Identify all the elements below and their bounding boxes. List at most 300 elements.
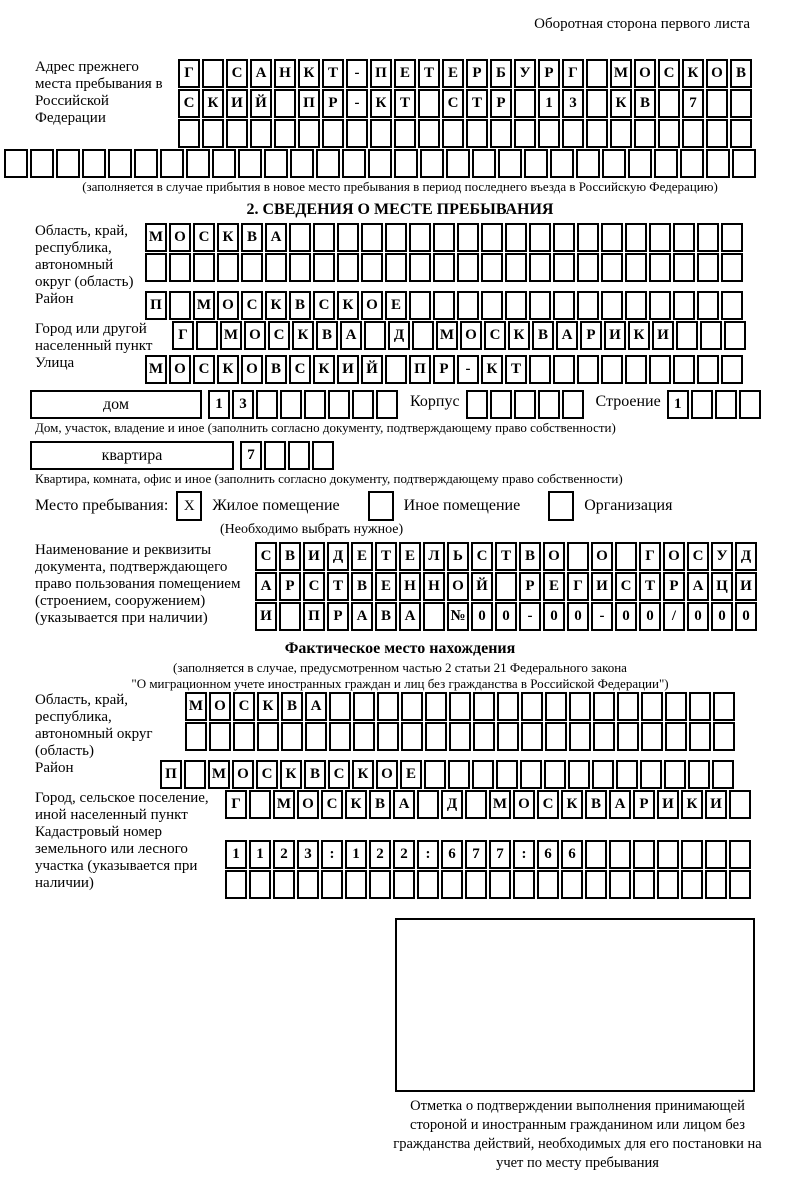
char-cell[interactable] <box>346 119 368 148</box>
char-cell[interactable] <box>352 390 374 419</box>
char-cell[interactable]: Д <box>327 542 349 571</box>
char-cell[interactable]: 7 <box>489 840 511 869</box>
char-cell[interactable]: Р <box>279 572 301 601</box>
char-cell[interactable] <box>729 790 751 819</box>
char-cell[interactable]: О <box>706 59 728 88</box>
char-cell[interactable]: П <box>298 89 320 118</box>
char-cell[interactable]: 0 <box>615 602 637 631</box>
char-cell[interactable]: А <box>399 602 421 631</box>
char-cell[interactable] <box>353 722 375 751</box>
char-cell[interactable] <box>529 355 551 384</box>
char-cell[interactable]: Р <box>466 59 488 88</box>
char-cell[interactable] <box>697 253 719 282</box>
char-cell[interactable]: 2 <box>273 840 295 869</box>
char-cell[interactable]: 6 <box>537 840 559 869</box>
char-cell[interactable]: С <box>268 321 290 350</box>
char-cell[interactable] <box>529 253 551 282</box>
char-cell[interactable]: 7 <box>465 840 487 869</box>
char-cell[interactable]: Е <box>442 59 464 88</box>
char-cell[interactable]: 0 <box>735 602 757 631</box>
char-cell[interactable]: А <box>351 602 373 631</box>
char-cell[interactable] <box>264 441 286 470</box>
char-cell[interactable]: К <box>337 291 359 320</box>
char-cell[interactable] <box>385 355 407 384</box>
char-cell[interactable] <box>545 692 567 721</box>
char-cell[interactable]: И <box>705 790 727 819</box>
char-cell[interactable]: : <box>417 840 439 869</box>
char-cell[interactable]: Ц <box>711 572 733 601</box>
char-cell[interactable] <box>705 870 727 899</box>
char-cell[interactable]: Т <box>639 572 661 601</box>
char-cell[interactable]: И <box>735 572 757 601</box>
char-cell[interactable]: Л <box>423 542 445 571</box>
char-cell[interactable] <box>169 253 191 282</box>
char-cell[interactable] <box>649 223 671 252</box>
char-cell[interactable] <box>56 149 80 178</box>
char-cell[interactable] <box>280 390 302 419</box>
char-cell[interactable]: О <box>241 355 263 384</box>
char-cell[interactable]: О <box>361 291 383 320</box>
char-cell[interactable] <box>329 722 351 751</box>
char-cell[interactable]: И <box>303 542 325 571</box>
char-cell[interactable] <box>689 692 711 721</box>
char-cell[interactable] <box>473 722 495 751</box>
char-cell[interactable] <box>202 59 224 88</box>
char-cell[interactable]: 6 <box>561 840 583 869</box>
char-cell[interactable]: И <box>255 602 277 631</box>
char-cell[interactable] <box>697 223 719 252</box>
char-cell[interactable] <box>713 692 735 721</box>
char-cell[interactable]: С <box>658 59 680 88</box>
char-cell[interactable] <box>212 149 236 178</box>
char-cell[interactable]: Е <box>400 760 422 789</box>
char-cell[interactable] <box>538 390 560 419</box>
char-cell[interactable]: И <box>657 790 679 819</box>
char-cell[interactable] <box>264 149 288 178</box>
char-cell[interactable] <box>721 355 743 384</box>
char-cell[interactable]: 3 <box>297 840 319 869</box>
char-cell[interactable] <box>304 390 326 419</box>
char-cell[interactable] <box>691 390 713 419</box>
char-cell[interactable] <box>412 321 434 350</box>
char-cell[interactable] <box>529 291 551 320</box>
char-cell[interactable]: К <box>481 355 503 384</box>
char-cell[interactable]: М <box>145 223 167 252</box>
char-cell[interactable]: 2 <box>369 840 391 869</box>
char-cell[interactable] <box>472 149 496 178</box>
char-cell[interactable] <box>654 149 678 178</box>
char-cell[interactable]: 3 <box>232 390 254 419</box>
char-cell[interactable]: О <box>217 291 239 320</box>
char-cell[interactable] <box>184 760 206 789</box>
char-cell[interactable]: Ь <box>447 542 469 571</box>
char-cell[interactable] <box>628 149 652 178</box>
char-cell[interactable]: С <box>442 89 464 118</box>
char-cell[interactable] <box>322 119 344 148</box>
char-cell[interactable] <box>368 149 392 178</box>
char-cell[interactable] <box>567 542 589 571</box>
char-cell[interactable] <box>610 119 632 148</box>
char-cell[interactable]: 2 <box>393 840 415 869</box>
char-cell[interactable]: О <box>663 542 685 571</box>
char-cell[interactable] <box>562 119 584 148</box>
char-cell[interactable] <box>82 149 106 178</box>
char-cell[interactable]: А <box>393 790 415 819</box>
char-cell[interactable]: Т <box>418 59 440 88</box>
char-cell[interactable] <box>481 223 503 252</box>
char-cell[interactable] <box>449 722 471 751</box>
char-cell[interactable]: С <box>256 760 278 789</box>
char-cell[interactable]: Д <box>388 321 410 350</box>
char-cell[interactable]: К <box>508 321 530 350</box>
char-cell[interactable]: 1 <box>538 89 560 118</box>
char-cell[interactable]: Н <box>423 572 445 601</box>
char-cell[interactable]: 1 <box>208 390 230 419</box>
char-cell[interactable] <box>377 692 399 721</box>
char-cell[interactable]: С <box>687 542 709 571</box>
char-cell[interactable]: М <box>610 59 632 88</box>
char-cell[interactable]: П <box>303 602 325 631</box>
char-cell[interactable]: В <box>375 602 397 631</box>
char-cell[interactable] <box>706 119 728 148</box>
char-cell[interactable] <box>433 253 455 282</box>
char-cell[interactable] <box>424 760 446 789</box>
char-cell[interactable] <box>497 692 519 721</box>
char-cell[interactable] <box>676 321 698 350</box>
char-cell[interactable] <box>732 149 756 178</box>
char-cell[interactable] <box>553 355 575 384</box>
char-cell[interactable] <box>680 149 704 178</box>
char-cell[interactable]: В <box>730 59 752 88</box>
char-cell[interactable] <box>633 870 655 899</box>
char-cell[interactable] <box>256 390 278 419</box>
char-cell[interactable] <box>108 149 132 178</box>
char-cell[interactable]: В <box>281 692 303 721</box>
char-cell[interactable] <box>4 149 28 178</box>
char-cell[interactable]: Д <box>441 790 463 819</box>
char-cell[interactable] <box>290 149 314 178</box>
char-cell[interactable] <box>700 321 722 350</box>
char-cell[interactable]: К <box>265 291 287 320</box>
char-cell[interactable] <box>417 790 439 819</box>
char-cell[interactable] <box>457 253 479 282</box>
char-cell[interactable]: У <box>711 542 733 571</box>
char-cell[interactable]: Р <box>490 89 512 118</box>
char-cell[interactable] <box>481 253 503 282</box>
char-cell[interactable] <box>577 355 599 384</box>
char-cell[interactable] <box>425 722 447 751</box>
char-cell[interactable]: Е <box>399 542 421 571</box>
char-cell[interactable]: Р <box>322 89 344 118</box>
char-cell[interactable] <box>715 390 737 419</box>
char-cell[interactable] <box>498 149 522 178</box>
char-cell[interactable]: Р <box>538 59 560 88</box>
char-cell[interactable]: Р <box>433 355 455 384</box>
char-cell[interactable] <box>196 321 218 350</box>
char-cell[interactable] <box>577 291 599 320</box>
char-cell[interactable]: К <box>217 355 239 384</box>
char-cell[interactable] <box>202 119 224 148</box>
char-cell[interactable]: : <box>513 840 535 869</box>
char-cell[interactable] <box>665 722 687 751</box>
char-cell[interactable] <box>688 760 710 789</box>
char-cell[interactable] <box>616 760 638 789</box>
char-cell[interactable] <box>601 291 623 320</box>
char-cell[interactable] <box>576 149 600 178</box>
char-cell[interactable] <box>329 692 351 721</box>
char-cell[interactable] <box>673 355 695 384</box>
char-cell[interactable]: 0 <box>711 602 733 631</box>
char-cell[interactable] <box>186 149 210 178</box>
char-cell[interactable] <box>617 692 639 721</box>
char-cell[interactable] <box>217 253 239 282</box>
char-cell[interactable] <box>401 722 423 751</box>
char-cell[interactable] <box>649 355 671 384</box>
char-cell[interactable]: О <box>297 790 319 819</box>
char-cell[interactable] <box>273 870 295 899</box>
char-cell[interactable] <box>553 253 575 282</box>
char-cell[interactable] <box>465 870 487 899</box>
char-cell[interactable]: А <box>255 572 277 601</box>
char-cell[interactable] <box>601 223 623 252</box>
char-cell[interactable] <box>345 870 367 899</box>
char-cell[interactable] <box>585 840 607 869</box>
char-cell[interactable]: С <box>193 223 215 252</box>
char-cell[interactable]: Е <box>394 59 416 88</box>
char-cell[interactable] <box>568 760 590 789</box>
char-cell[interactable]: С <box>226 59 248 88</box>
char-cell[interactable] <box>550 149 574 178</box>
char-cell[interactable] <box>586 89 608 118</box>
char-cell[interactable]: А <box>609 790 631 819</box>
char-cell[interactable]: К <box>217 223 239 252</box>
char-cell[interactable] <box>544 760 566 789</box>
char-cell[interactable]: 1 <box>225 840 247 869</box>
char-cell[interactable]: О <box>376 760 398 789</box>
char-cell[interactable]: Г <box>178 59 200 88</box>
char-cell[interactable]: / <box>663 602 685 631</box>
char-cell[interactable]: В <box>304 760 326 789</box>
char-cell[interactable]: Б <box>490 59 512 88</box>
char-cell[interactable]: С <box>255 542 277 571</box>
char-cell[interactable] <box>418 119 440 148</box>
char-cell[interactable]: - <box>346 89 368 118</box>
checkbox-organization[interactable] <box>548 491 574 521</box>
char-cell[interactable]: В <box>369 790 391 819</box>
char-cell[interactable]: Н <box>399 572 421 601</box>
char-cell[interactable]: Е <box>543 572 565 601</box>
char-cell[interactable] <box>617 722 639 751</box>
char-cell[interactable] <box>490 390 512 419</box>
char-cell[interactable]: А <box>687 572 709 601</box>
char-cell[interactable]: А <box>556 321 578 350</box>
char-cell[interactable]: 7 <box>240 441 262 470</box>
char-cell[interactable]: О <box>591 542 613 571</box>
char-cell[interactable]: Й <box>471 572 493 601</box>
char-cell[interactable]: М <box>436 321 458 350</box>
char-cell[interactable] <box>706 149 730 178</box>
char-cell[interactable] <box>209 722 231 751</box>
char-cell[interactable]: 0 <box>687 602 709 631</box>
char-cell[interactable] <box>721 223 743 252</box>
char-cell[interactable]: К <box>681 790 703 819</box>
char-cell[interactable] <box>724 321 746 350</box>
char-cell[interactable]: 6 <box>441 840 463 869</box>
char-cell[interactable] <box>321 870 343 899</box>
char-cell[interactable] <box>682 119 704 148</box>
char-cell[interactable]: К <box>257 692 279 721</box>
char-cell[interactable] <box>297 870 319 899</box>
char-cell[interactable] <box>457 223 479 252</box>
char-cell[interactable] <box>442 119 464 148</box>
char-cell[interactable]: С <box>233 692 255 721</box>
char-cell[interactable]: М <box>489 790 511 819</box>
char-cell[interactable] <box>225 870 247 899</box>
char-cell[interactable] <box>160 149 184 178</box>
char-cell[interactable] <box>497 722 519 751</box>
char-cell[interactable]: С <box>289 355 311 384</box>
char-cell[interactable] <box>385 253 407 282</box>
char-cell[interactable] <box>705 840 727 869</box>
char-cell[interactable]: И <box>652 321 674 350</box>
char-cell[interactable] <box>721 253 743 282</box>
char-cell[interactable]: Й <box>250 89 272 118</box>
char-cell[interactable] <box>553 223 575 252</box>
char-cell[interactable] <box>664 760 686 789</box>
char-cell[interactable] <box>673 253 695 282</box>
char-cell[interactable] <box>279 602 301 631</box>
char-cell[interactable] <box>633 840 655 869</box>
char-cell[interactable] <box>313 253 335 282</box>
char-cell[interactable]: В <box>634 89 656 118</box>
char-cell[interactable] <box>449 692 471 721</box>
char-cell[interactable]: К <box>298 59 320 88</box>
char-cell[interactable]: Т <box>322 59 344 88</box>
char-cell[interactable] <box>145 253 167 282</box>
char-cell[interactable] <box>313 223 335 252</box>
char-cell[interactable]: Р <box>633 790 655 819</box>
char-cell[interactable] <box>592 760 614 789</box>
char-cell[interactable] <box>418 89 440 118</box>
char-cell[interactable] <box>433 291 455 320</box>
char-cell[interactable] <box>423 602 445 631</box>
char-cell[interactable] <box>193 253 215 282</box>
char-cell[interactable] <box>457 291 479 320</box>
char-cell[interactable]: А <box>305 692 327 721</box>
char-cell[interactable]: 0 <box>471 602 493 631</box>
char-cell[interactable] <box>513 870 535 899</box>
char-cell[interactable] <box>233 722 255 751</box>
char-cell[interactable]: 0 <box>495 602 517 631</box>
char-cell[interactable]: В <box>351 572 373 601</box>
char-cell[interactable] <box>250 119 272 148</box>
char-cell[interactable]: Р <box>580 321 602 350</box>
char-cell[interactable] <box>625 253 647 282</box>
char-cell[interactable] <box>496 760 518 789</box>
char-cell[interactable]: И <box>226 89 248 118</box>
char-cell[interactable]: Г <box>172 321 194 350</box>
char-cell[interactable] <box>553 291 575 320</box>
char-cell[interactable] <box>409 253 431 282</box>
char-cell[interactable]: Н <box>274 59 296 88</box>
char-cell[interactable] <box>473 692 495 721</box>
char-cell[interactable]: С <box>193 355 215 384</box>
char-cell[interactable]: В <box>316 321 338 350</box>
char-cell[interactable]: Д <box>735 542 757 571</box>
char-cell[interactable]: П <box>160 760 182 789</box>
char-cell[interactable] <box>569 692 591 721</box>
char-cell[interactable] <box>514 89 536 118</box>
char-cell[interactable] <box>298 119 320 148</box>
char-cell[interactable]: В <box>532 321 554 350</box>
char-cell[interactable] <box>466 119 488 148</box>
char-cell[interactable]: И <box>604 321 626 350</box>
char-cell[interactable] <box>585 870 607 899</box>
char-cell[interactable] <box>593 722 615 751</box>
char-cell[interactable] <box>393 870 415 899</box>
char-cell[interactable]: - <box>346 59 368 88</box>
char-cell[interactable] <box>729 870 751 899</box>
char-cell[interactable] <box>30 149 54 178</box>
char-cell[interactable] <box>729 840 751 869</box>
char-cell[interactable]: О <box>209 692 231 721</box>
char-cell[interactable] <box>274 89 296 118</box>
char-cell[interactable] <box>697 355 719 384</box>
char-cell[interactable] <box>657 870 679 899</box>
char-cell[interactable]: О <box>232 760 254 789</box>
char-cell[interactable]: 3 <box>562 89 584 118</box>
char-cell[interactable]: Г <box>225 790 247 819</box>
char-cell[interactable]: - <box>457 355 479 384</box>
char-cell[interactable] <box>134 149 158 178</box>
char-cell[interactable]: С <box>321 790 343 819</box>
char-cell[interactable]: С <box>328 760 350 789</box>
char-cell[interactable] <box>328 390 350 419</box>
char-cell[interactable]: К <box>561 790 583 819</box>
char-cell[interactable] <box>529 223 551 252</box>
char-cell[interactable] <box>561 870 583 899</box>
char-cell[interactable]: К <box>682 59 704 88</box>
char-cell[interactable]: В <box>265 355 287 384</box>
char-cell[interactable] <box>505 291 527 320</box>
char-cell[interactable] <box>238 149 262 178</box>
char-cell[interactable] <box>316 149 340 178</box>
char-cell[interactable]: В <box>241 223 263 252</box>
char-cell[interactable]: В <box>289 291 311 320</box>
char-cell[interactable] <box>312 441 334 470</box>
char-cell[interactable] <box>545 722 567 751</box>
char-cell[interactable] <box>353 692 375 721</box>
char-cell[interactable]: К <box>628 321 650 350</box>
char-cell[interactable]: К <box>292 321 314 350</box>
char-cell[interactable]: О <box>460 321 482 350</box>
char-cell[interactable] <box>441 870 463 899</box>
char-cell[interactable] <box>713 722 735 751</box>
char-cell[interactable] <box>425 692 447 721</box>
char-cell[interactable] <box>226 119 248 148</box>
char-cell[interactable] <box>712 760 734 789</box>
char-cell[interactable]: А <box>250 59 272 88</box>
char-cell[interactable] <box>337 223 359 252</box>
char-cell[interactable] <box>369 870 391 899</box>
char-cell[interactable]: К <box>313 355 335 384</box>
char-cell[interactable]: О <box>169 355 191 384</box>
char-cell[interactable] <box>185 722 207 751</box>
char-cell[interactable] <box>634 119 656 148</box>
char-cell[interactable] <box>609 870 631 899</box>
char-cell[interactable]: П <box>145 291 167 320</box>
char-cell[interactable] <box>602 149 626 178</box>
